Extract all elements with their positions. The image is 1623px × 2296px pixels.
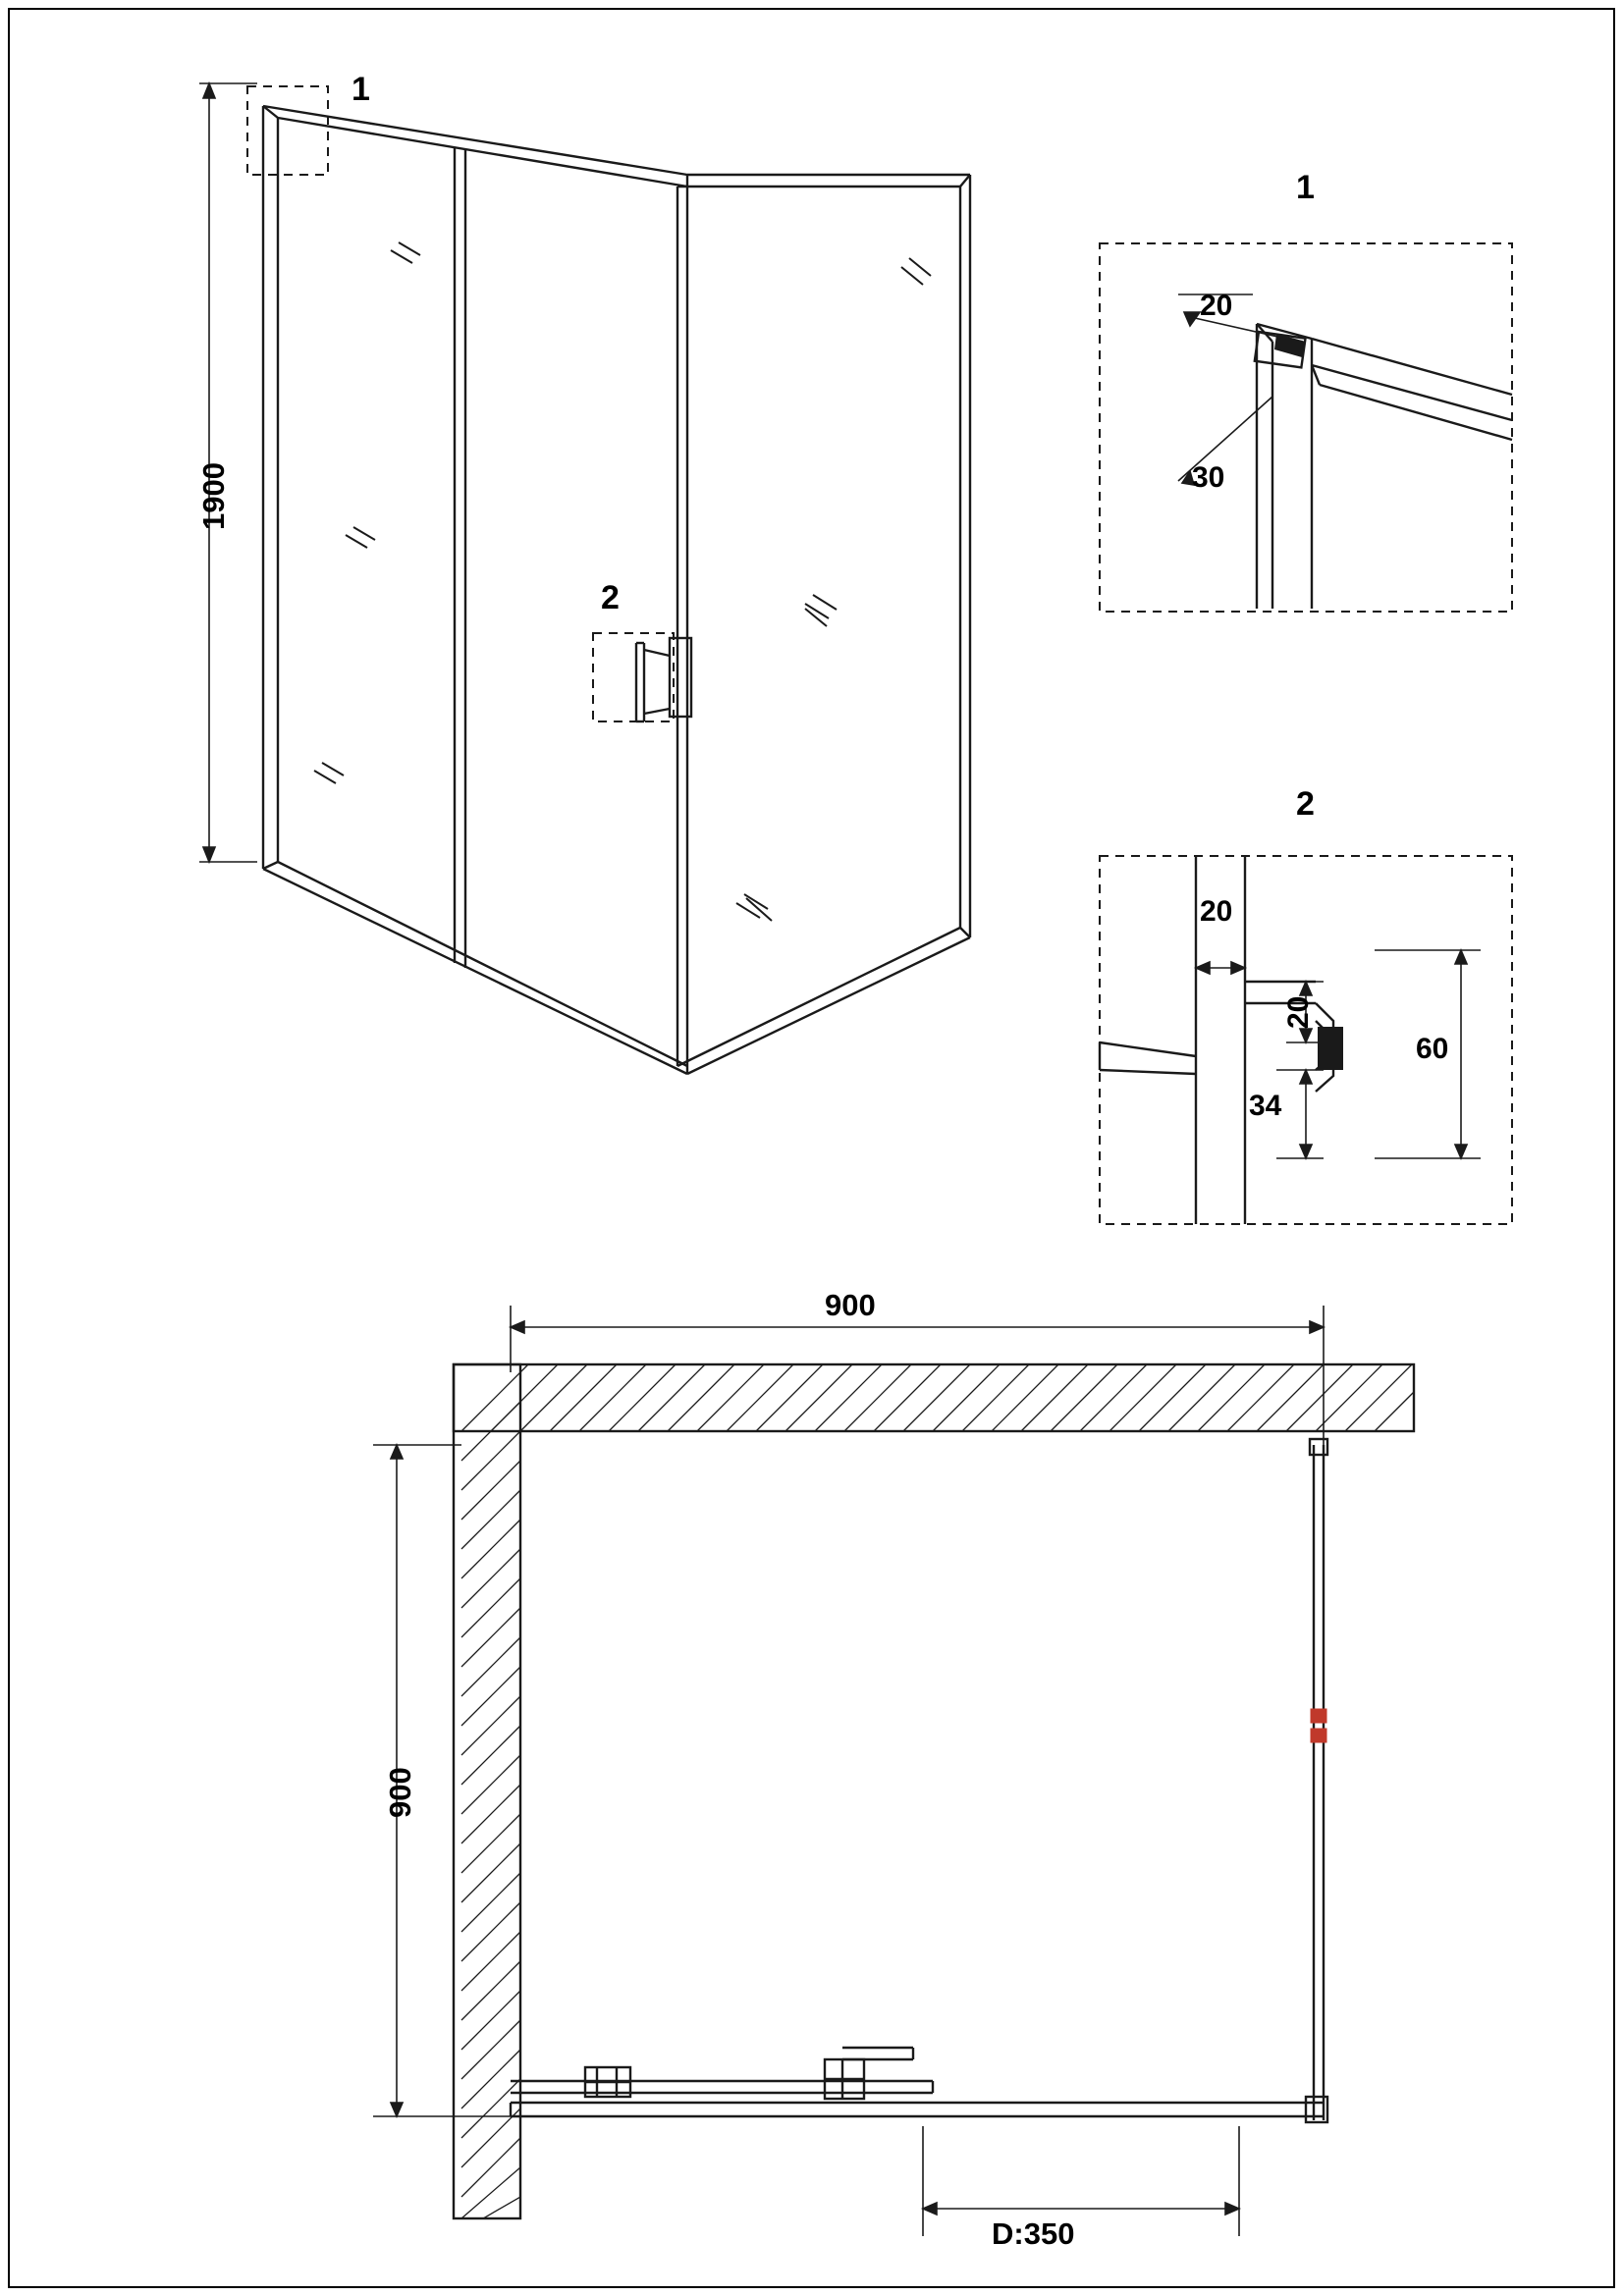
- plan-depth-label: 900: [383, 1767, 417, 1818]
- plan-enclosure-glass: [511, 1439, 1327, 2122]
- detail-1-dim-20: 20: [1200, 290, 1233, 322]
- detail-2-title: 2: [1296, 785, 1315, 823]
- elevation-height-label: 1900: [196, 462, 231, 530]
- plan-wall-hatching: [461, 1364, 1414, 2218]
- elevation-side-panel: [677, 175, 970, 1074]
- detail-1-dimensions: [1178, 294, 1286, 485]
- callout-box-1: [247, 86, 328, 175]
- detail-2-dim-60: 60: [1416, 1033, 1449, 1065]
- detail-2-dim-34: 34: [1249, 1090, 1282, 1122]
- detail-1-title: 1: [1296, 169, 1315, 206]
- plan-door-label: D:350: [992, 2216, 1075, 2251]
- detail-1-geometry: [1255, 324, 1512, 609]
- detail-1-dim-30: 30: [1192, 461, 1225, 494]
- dim-plan-door-350: [923, 2126, 1239, 2236]
- detail-2-dim-20-v: 20: [1282, 995, 1315, 1029]
- callout-box-2: [593, 633, 674, 721]
- plan-width-label: 900: [825, 1288, 876, 1322]
- elevation-callout-2-label: 2: [601, 579, 620, 616]
- elevation-front-panel: [263, 106, 837, 1074]
- detail-2-dim-20-h: 20: [1200, 895, 1233, 928]
- detail-1-box: [1100, 243, 1512, 612]
- elevation-callout-1-label: 1: [352, 71, 370, 108]
